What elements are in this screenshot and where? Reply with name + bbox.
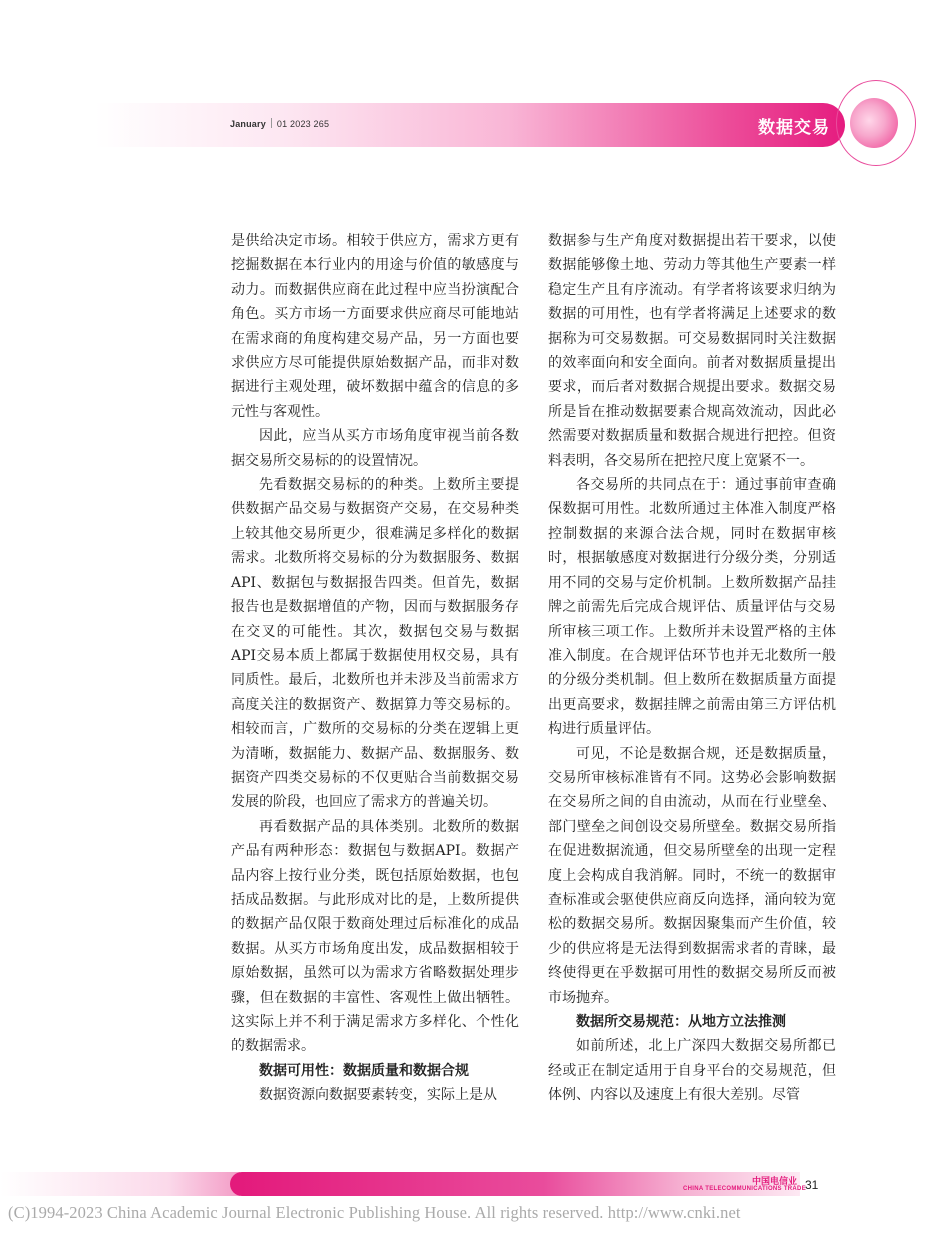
journal-logo-cn: 中国电信业 [752,1177,798,1187]
subheading: 数据所交易规范：从地方立法推测 [576,1014,786,1030]
paragraph: 先看数据交易标的的种类。上数所主要提供数据产品交易与数据资产交易，在交易种类上较其他交易所更少，很难满足多样化的数据需求。北数所将交易标的分为数据服务、数据API、数据包与数据报告四类。但首先，数据报告也是数据增值的产物，因而与数据服务存在交叉的可能性。其次，数据包交易与数据API交易本质上都属于数据使用权交易，具有同质性。最后，北数所也并未涉及当前需求方高度关注的数据资产、数据算力等交易标的。相较而言，广数所的交易标的分类在逻辑上更为清晰，数据能力、数据产品、数据服务、数据资产四类交易标的不仅更贴合当前数据交易发展的阶段，也回应了需求方的普遍关切。 [231,477,519,811]
decorative-orb-icon [850,98,898,148]
issue-number: 01 2023 265 [276,119,330,129]
issue-month: January [230,119,266,129]
header-band [95,103,845,147]
paragraph: 数据资源向数据要素转变，实际上是从 [259,1087,497,1104]
paragraph: 数据参与生产角度对数据提出若干要求，以使数据能够像土地、劳动力等其他生产要素一样稳定生产且有序流动。有学者将该要求归纳为数据的可用性，也有学者将满足上述要求的数据称为可交易数据。可交易数据同时关注数据的效率面向和安全面向。前者对数据质量提出要求，而后者对数据合规提出要求。数据交易所是旨在推动数据要素合规高效流动，因此必然需要对数据质量和数据合规进行把控。但资料表明，各交易所在把控尺度上宽紧不一。 [548,233,836,469]
paragraph: 是供给决定市场。相较于供应方，需求方更有挖掘数据在本行业内的用途与价值的敏感度与动力。而数据供应商在此过程中应当扮演配合角色。买方市场一方面要求供应商尽可能地站在需求商的角度构建交易产品，另一方面也要求供应方尽可能提供原始数据产品，而非对数据进行主观处理，破坏数据中蕴含的信息的多元性与客观性。 [231,233,519,420]
paragraph: 因此，应当从买方市场角度审视当前各数据交易所交易标的的设置情况。 [231,428,519,469]
page-number: 31 [805,1178,819,1192]
footer-band [230,1172,800,1196]
subheading: 数据可用性：数据质量和数据合规 [259,1062,469,1079]
paragraph: 各交易所的共同点在于：通过事前审查确保数据可用性。北数所通过主体准入制度严格控制数据的来源合法合规，同时在数据审核时，根据敏感度对数据进行分级分类，分别适用不同的交易与定价机制。上数所数据产品挂牌之前需先后完成合规评估、质量评估与交易所审核三项工作。上数所并未设置严格的主体准入制度。在合规评估环节也并无北数所一般的分级分类机制。但上数所在数据质量方面提出更高要求，数据挂牌之前需由第三方评估机构进行质量评估。 [548,477,836,738]
copyright-notice: (C)1994-2023 China Academic Journal Electronic Publishing House. All rights reserved. http://www.cnki.net [8,1203,741,1222]
left-column [231,229,519,1108]
paragraph: 可见，不论是数据合规，还是数据质量，交易所审核标准皆有不同。这势必会影响数据在交易所之间的自由流动，从而在行业壁垒、部门壁垒之间创设交易所壁垒。数据交易所指在促进数据流通，但交易所壁垒的出现一定程度上会构成自我消解。同时，不统一的数据审查标准或会驱使供应商反向选择，涌向较为宽松的数据交易所。数据因聚集而产生价值，较少的供应将是无法得到数据需求者的青睐，最终使得更在乎数据可用性的数据交易所反而被市场抛弃。 [548,745,836,1006]
journal-logo-en: CHINA TELECOMMUNICATIONS TRADE [683,1186,806,1192]
issue-info [230,118,329,129]
section-title: 数据交易 [758,118,830,138]
divider [271,118,272,128]
paragraph: 再看数据产品的具体类别。北数所的数据产品有两种形态：数据包与数据API。数据产品内容上按行业分类，既包括原始数据，也包括成品数据。与此形成对比的是，上数所提供的数据产品仅限于数商处理过后标准化的成品数据。从买方市场角度出发，成品数据相较于原始数据，虽然可以为需求方省略数据处理步骤，但在数据的丰富性、客观性上做出牺牲。这实际上并不利于满足需求方多样化、个性化的数据需求。 [231,818,519,1055]
right-column [548,229,836,1108]
footer-fade [0,1172,240,1196]
paragraph: 如前所述，北上广深四大数据交易所都已经或正在制定适用于自身平台的交易规范，但体例、内容以及速度上有很大差别。尽管 [548,1038,836,1104]
